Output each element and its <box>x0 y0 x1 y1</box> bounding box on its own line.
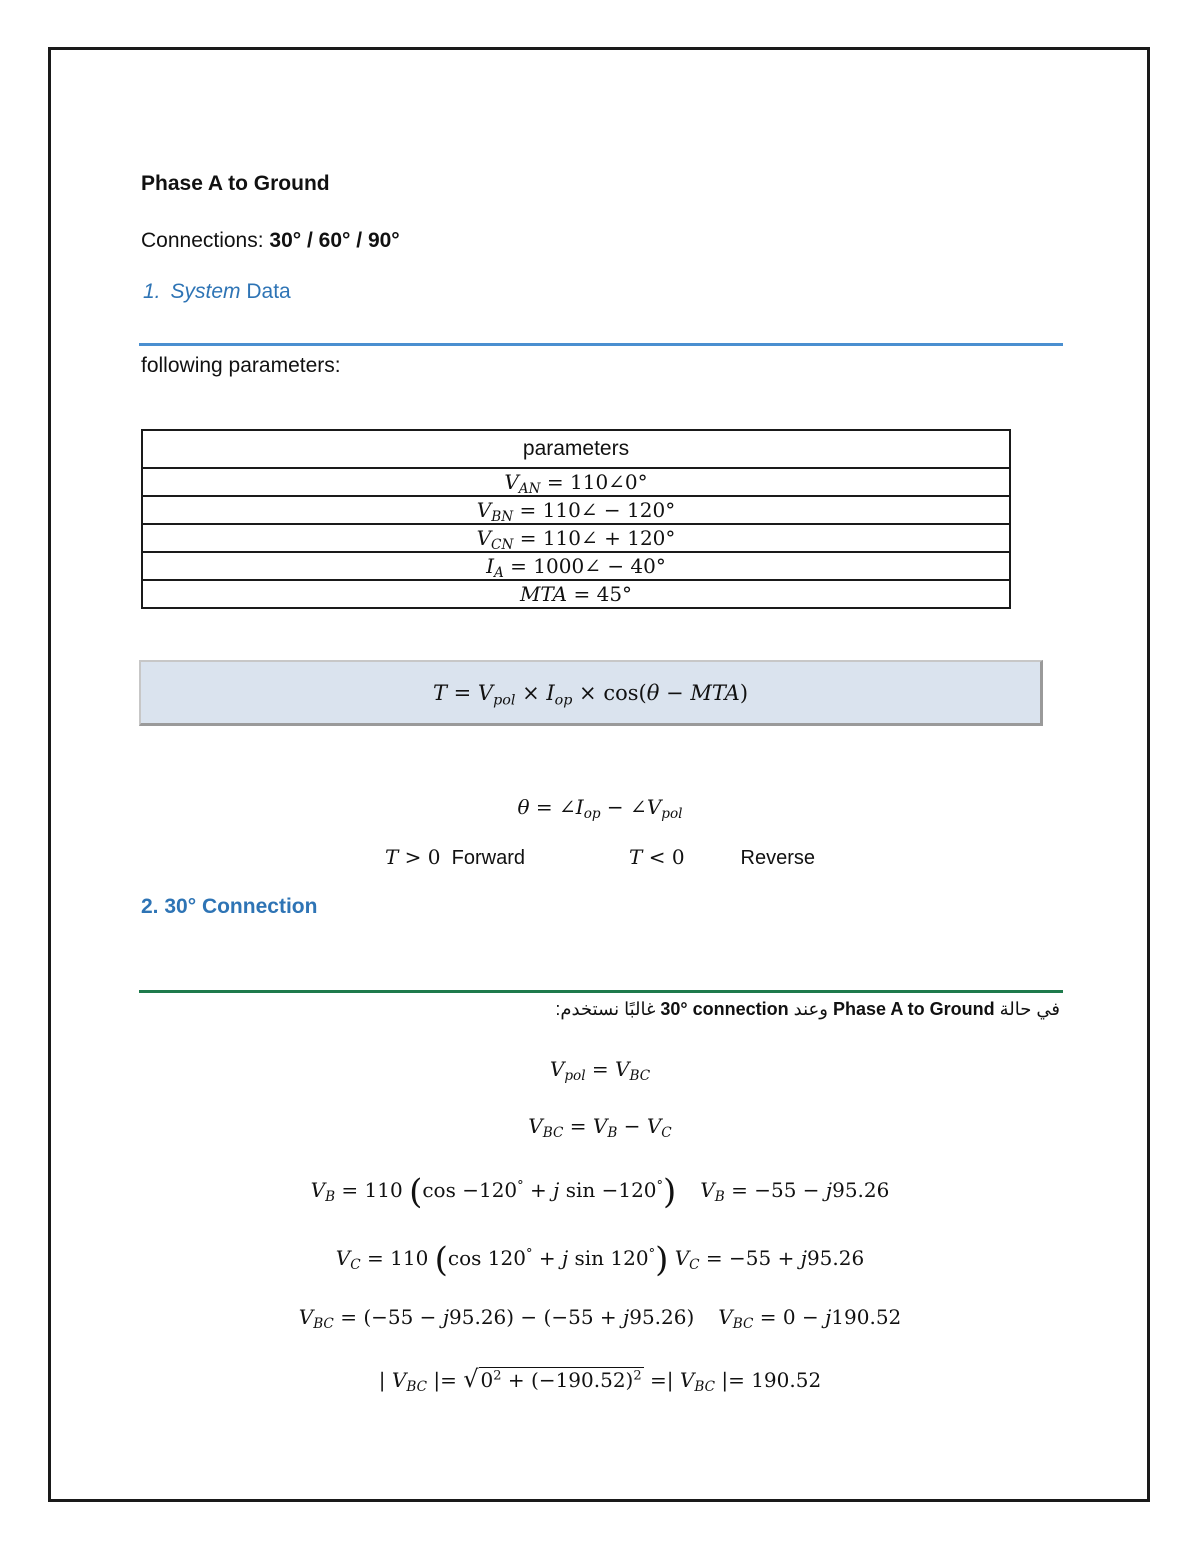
param-vcn: $V_{CN}$ = 110∠ + 120° <box>142 524 1010 552</box>
table-row <box>142 496 1010 524</box>
param-vbn: $V_{BN}$ = 110∠ − 120° <box>142 496 1010 524</box>
page-title: Phase A to Ground <box>141 172 330 195</box>
equation-vbc-value: $V_{BC} = (-55 - j95.26) - (-55 + j95.26) V_{BC} = 0 - j190.52$ <box>298 1305 902 1333</box>
connections-line <box>141 229 400 253</box>
table-row <box>142 552 1010 580</box>
param-mta: MTA = 45° <box>142 580 1010 608</box>
table-row <box>142 580 1010 608</box>
table-row <box>142 468 1010 496</box>
torque-formula-box <box>139 660 1043 726</box>
equation-vc: $V_C = 110$ (cos 120° + j sin 120°) $V_C = -55 + j95.26$ <box>335 1240 865 1280</box>
forward-condition: T > 0 <box>384 845 441 869</box>
torque-formula: $T = V_{pol} \times I_{op} \times \cos(\theta - MTA)$ <box>432 680 749 708</box>
table-header: parameters <box>142 430 1010 468</box>
section-1-title-rest: Data <box>240 280 291 303</box>
section-2-heading: 2. 30° Connection <box>141 895 318 918</box>
arabic-text-1: في حالة <box>994 999 1060 1019</box>
reverse-label: Reverse <box>740 847 816 869</box>
connections-label: Connections: <box>141 229 270 252</box>
equation-vpol: $V_{pol} = V_{BC}$ <box>549 1057 651 1085</box>
direction-criteria <box>0 845 1200 870</box>
equation-vbc-magnitude: | $V_{BC}$ |= √ $0^2 + (-190.52)^2$ =| $V_{BC}$ |= 190.52 <box>378 1365 822 1396</box>
equation-vb: $V_B = 110$ (cos −120° + j sin −120°) $V_B = -55 - j95.26$ <box>310 1172 890 1212</box>
connections-values: 30° / 60° / 90° <box>269 229 400 252</box>
arabic-text-3: غالبًا نستخدم: <box>555 999 661 1019</box>
section-1-rule <box>139 343 1063 346</box>
theta-formula: $\theta = \angle I_{op}$ − $\angle V_{pol}$ <box>517 795 683 823</box>
arabic-note <box>555 999 1060 1020</box>
page-border <box>48 47 1150 1502</box>
forward-label: Forward <box>451 847 525 869</box>
arabic-bold-1: Phase A to Ground <box>832 999 995 1019</box>
param-ia: $I_A$ = 1000∠ − 40° <box>142 552 1010 580</box>
table-header-row <box>142 430 1010 468</box>
arabic-bold-2: 30° connection <box>660 999 789 1019</box>
reverse-condition: T < 0 <box>629 845 685 869</box>
param-van: $V_{AN}$ = 110∠0° <box>142 468 1010 496</box>
square-root: √ $0^2 + (-190.52)^2$ <box>463 1365 642 1393</box>
parameters-table <box>141 429 1011 609</box>
section-1-heading <box>143 280 291 304</box>
section-1-number: 1. <box>143 280 161 303</box>
section-2-rule <box>139 990 1063 993</box>
section-1-title-italic: System <box>170 280 241 303</box>
parameters-intro: following parameters: <box>141 354 341 377</box>
table-row <box>142 524 1010 552</box>
equation-vbc-def: $V_{BC} = V_B - V_C$ <box>528 1114 672 1142</box>
arabic-text-2: وعند <box>788 999 833 1019</box>
